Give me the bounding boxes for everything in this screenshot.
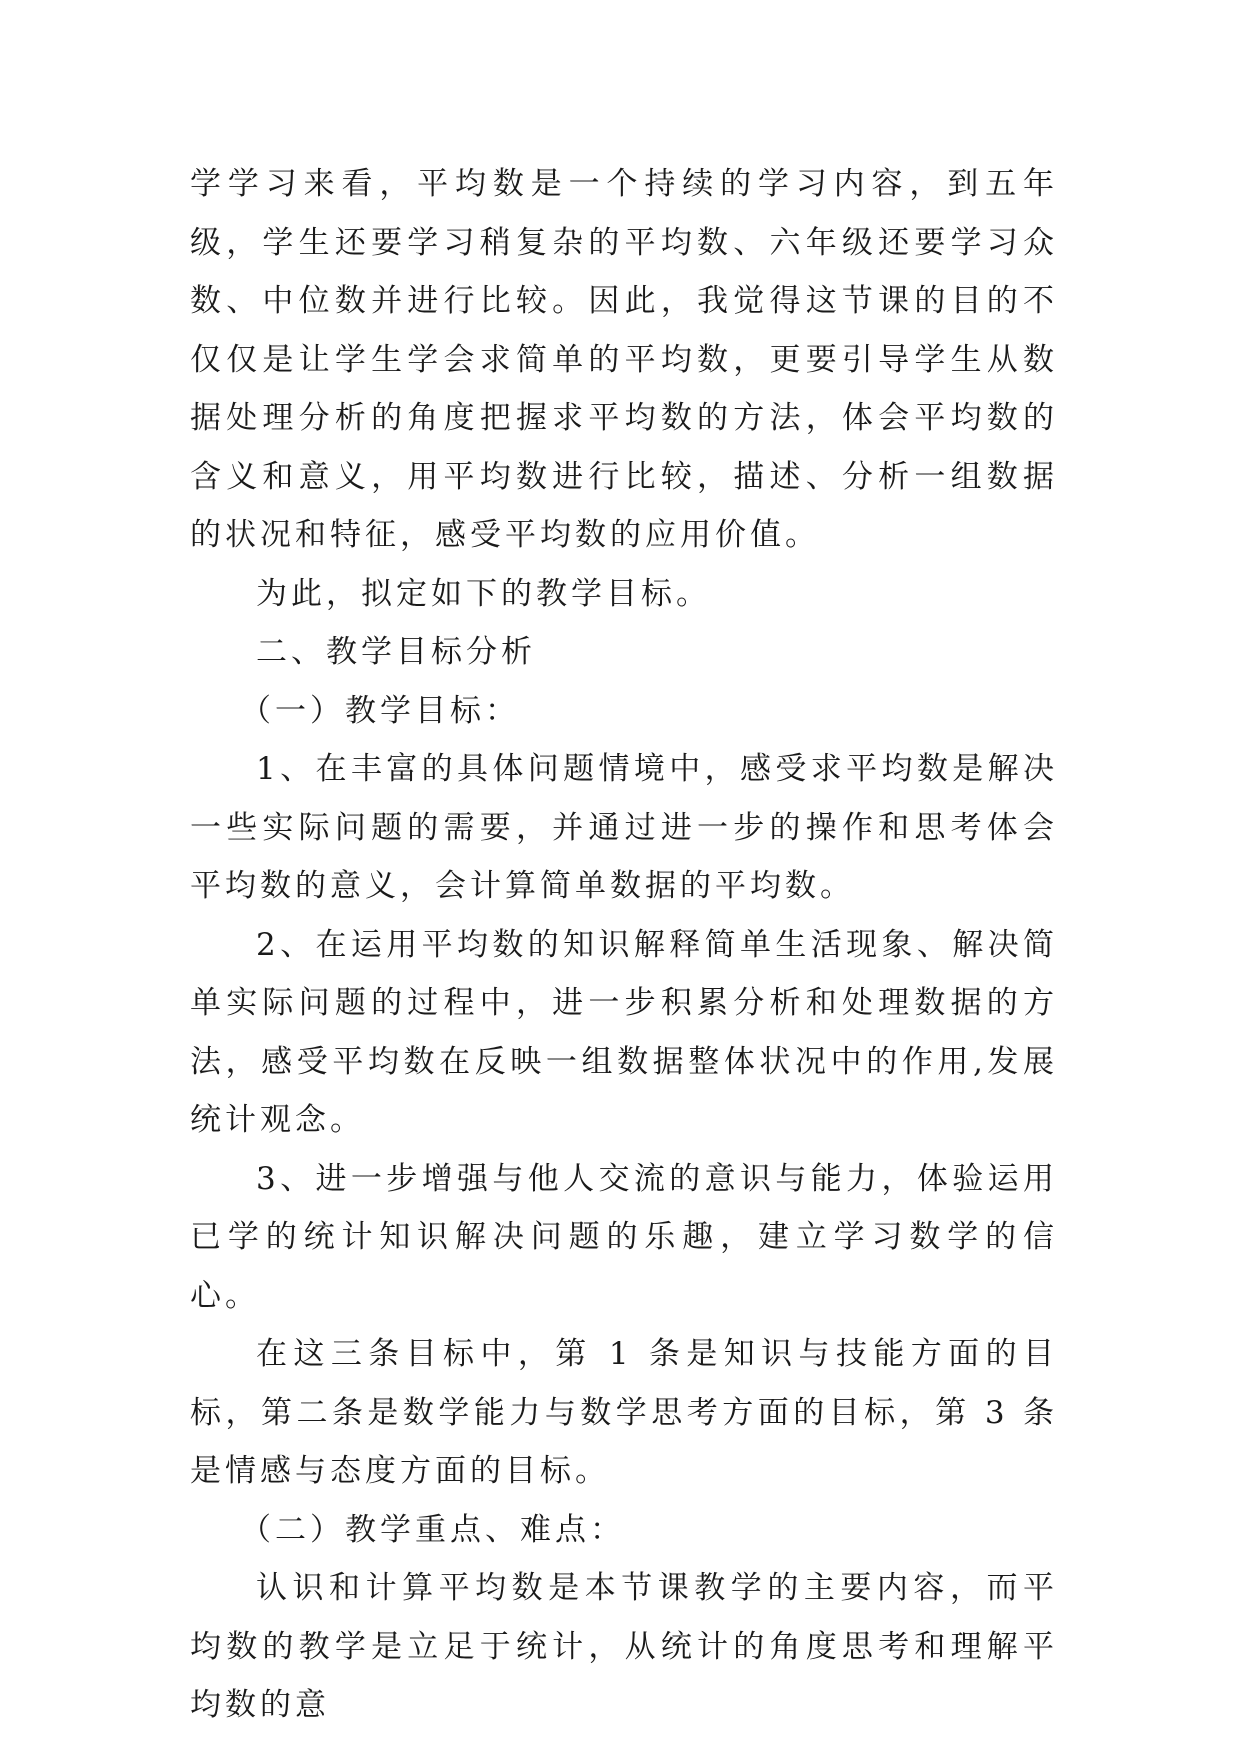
paragraph-goal-summary: 在这三条目标中，第 1 条是知识与技能方面的目标，第二条是数学能力与数学思考方面的目标，第 3 条是情感与态度方面的目标。: [190, 1336, 1058, 1489]
subsection-heading-key-points: （二）教学重点、难点：: [240, 1511, 625, 1548]
paragraph-continued-analysis: 学学习来看，平均数是一个持续的学习内容，到五年级，学生还要学习稍复杂的平均数、六年级还要学习众数、中位数并进行比较。因此，我觉得这节课的目的不仅仅是让学生学会求简单的平均数，更要引导学生从数据处理分析的角度把握求平均数的方法，体会平均数的含义和意义，用平均数进行比较，描述、分析一组数据的状况和特征，感受平均数的应用价值。: [190, 166, 1058, 553]
goal-item-3: 3、进一步增强与他人交流的意识与能力，体验运用已学的统计知识解决问题的乐趣，建立学习数学的信心。: [190, 1160, 1058, 1314]
section-heading-goal-analysis: 二、教学目标分析: [256, 634, 536, 670]
paragraph-key-points: 认识和计算平均数是本节课教学的主要内容，而平均数的教学是立足于统计，从统计的角度思考和理解平均数的意: [190, 1570, 1058, 1723]
goal-item-2: 2、在运用平均数的知识解释简单生活现象、解决简单实际问题的过程中，进一步积累分析和处理数据的方法，感受平均数在反映一组数据整体状况中的作用,发展统计观念。: [190, 926, 1058, 1138]
goal-item-1: 1、在丰富的具体问题情境中，感受求平均数是解决一些实际问题的需要，并通过进一步的操作和思考体会平均数的意义，会计算简单数据的平均数。: [190, 751, 1058, 904]
paragraph-goal-intro: 为此，拟定如下的教学目标。: [256, 575, 711, 612]
document-body: [190, 155, 1058, 1735]
subsection-heading-teaching-goals: （一）教学目标：: [240, 692, 520, 729]
